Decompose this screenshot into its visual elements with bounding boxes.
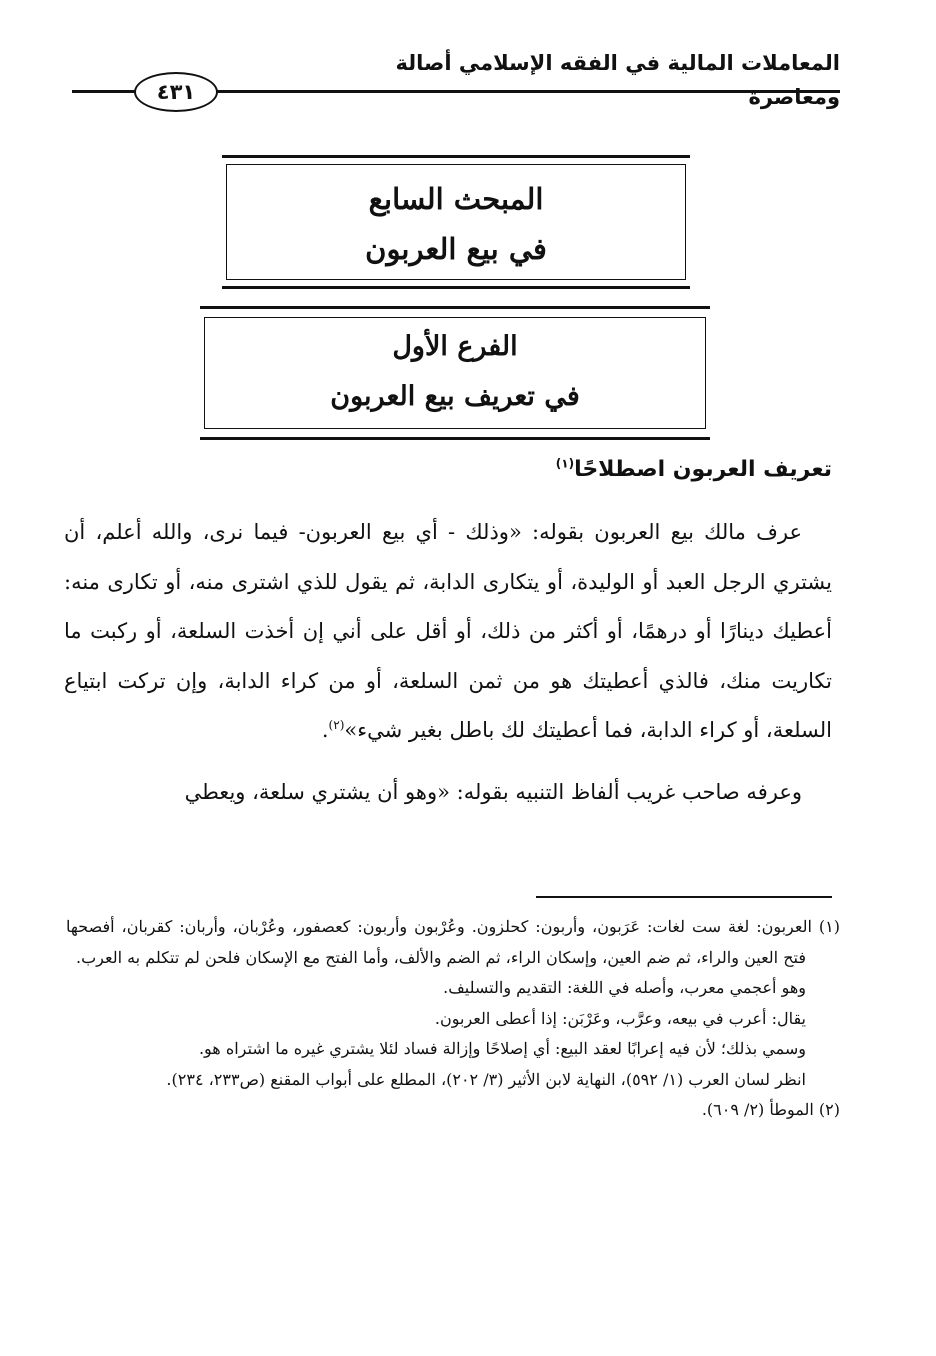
section-title-frame — [226, 164, 686, 280]
branch-title-box — [200, 306, 710, 440]
running-header-title: المعاملات المالية في الفقه الإسلامي أصالة ومعاصرة — [395, 51, 840, 109]
section-subtitle: في بيع العربون — [365, 232, 547, 266]
subheading — [112, 450, 832, 490]
footnotes — [66, 912, 840, 1126]
section-title: المبحث السابع — [368, 182, 544, 216]
footnote-2 — [66, 1095, 840, 1126]
paragraph-1 — [64, 508, 832, 756]
branch-title-frame — [204, 317, 706, 429]
section-title-box — [222, 155, 690, 289]
page-number: ٤٣١ — [134, 72, 218, 112]
branch-subtitle: في تعريف بيع العربون — [330, 381, 580, 412]
paragraph-2-text: وعرفه صاحب غريب ألفاظ التنبيه بقوله: «وهو أن يشتري سلعة، ويعطي — [184, 779, 802, 804]
subheading-text: تعريف العربون اصطلاحًا — [574, 457, 832, 482]
paragraph-1-text: عرف مالك بيع العربون بقوله: «وذلك - أي بيع العربون- فيما نرى، والله أعلم، أن يشتري الرجل العبد أو الوليدة، أو يتكارى الدابة، ثم يقول للذي اشترى منه، أو تكارى منه: أعطيك دينارًا أو درهمًا، أو أكثر من ذلك، أو أقل على أني إن أخذت السلعة، أو ركبت ما تكاريت منك، فالذي أعطيتك هو من ثمن السلعة، أو من كراء الدابة، وإن تركت ابتياع السلعة، أو كراء الدابة، فما أعطيتك لك باطل بغير شيء» — [64, 520, 832, 742]
footnote-1-line-3: يقال: أعرب في بيعه، وعرَّب، وعَرْبَن: إذا أعطى العربون. — [434, 1008, 806, 1028]
paragraph-1-end: . — [321, 718, 329, 742]
footnote-1 — [66, 912, 840, 973]
footnote-1-line-2: وهو أعجمي معرب، وأصله في اللغة: التقديم والتسليف. — [443, 978, 806, 997]
footnote-1-text: العربون: لغة ست لغات: عَرَبون، وأربون: كحلزون. وعُرْبون وأربون: كعصفور، وعُرْبان، وأربان: كقربان، أفصحها فتح العين والراء، ثم ضم العين، وإسكان الراء، ثم الضم والألف، وأما الفتح مع الإسكان فلحن لم تتكلم به العرب. — [66, 917, 812, 967]
footnote-1-line-4: وسمي بذلك؛ لأن فيه إعرابًا لعقد البيع: أي إصلاحًا وإزالة فساد لئلا يشتري غيره ما اشتراه هو. — [198, 1039, 806, 1058]
footnote-2-text: الموطأ (٢/ ٦٠٩). — [701, 1100, 814, 1119]
footnote-2-marker: (٢) — [818, 1100, 840, 1119]
footnote-ref-2: (٢) — [328, 718, 345, 732]
body-text — [64, 508, 832, 838]
footnote-1-line-5: انظر لسان العرب (١/ ٥٩٢)، النهاية لابن الأثير (٣/ ٢٠٢)، المطلع على أبواب المقنع (ص٢٣٣، ٢٣٤). — [166, 1069, 806, 1089]
branch-title: الفرع الأول — [392, 331, 518, 362]
footnote-1-marker: (١) — [818, 917, 840, 936]
footnote-separator — [536, 896, 832, 898]
footnote-ref-1: (١) — [555, 456, 575, 471]
paragraph-2 — [64, 768, 832, 818]
